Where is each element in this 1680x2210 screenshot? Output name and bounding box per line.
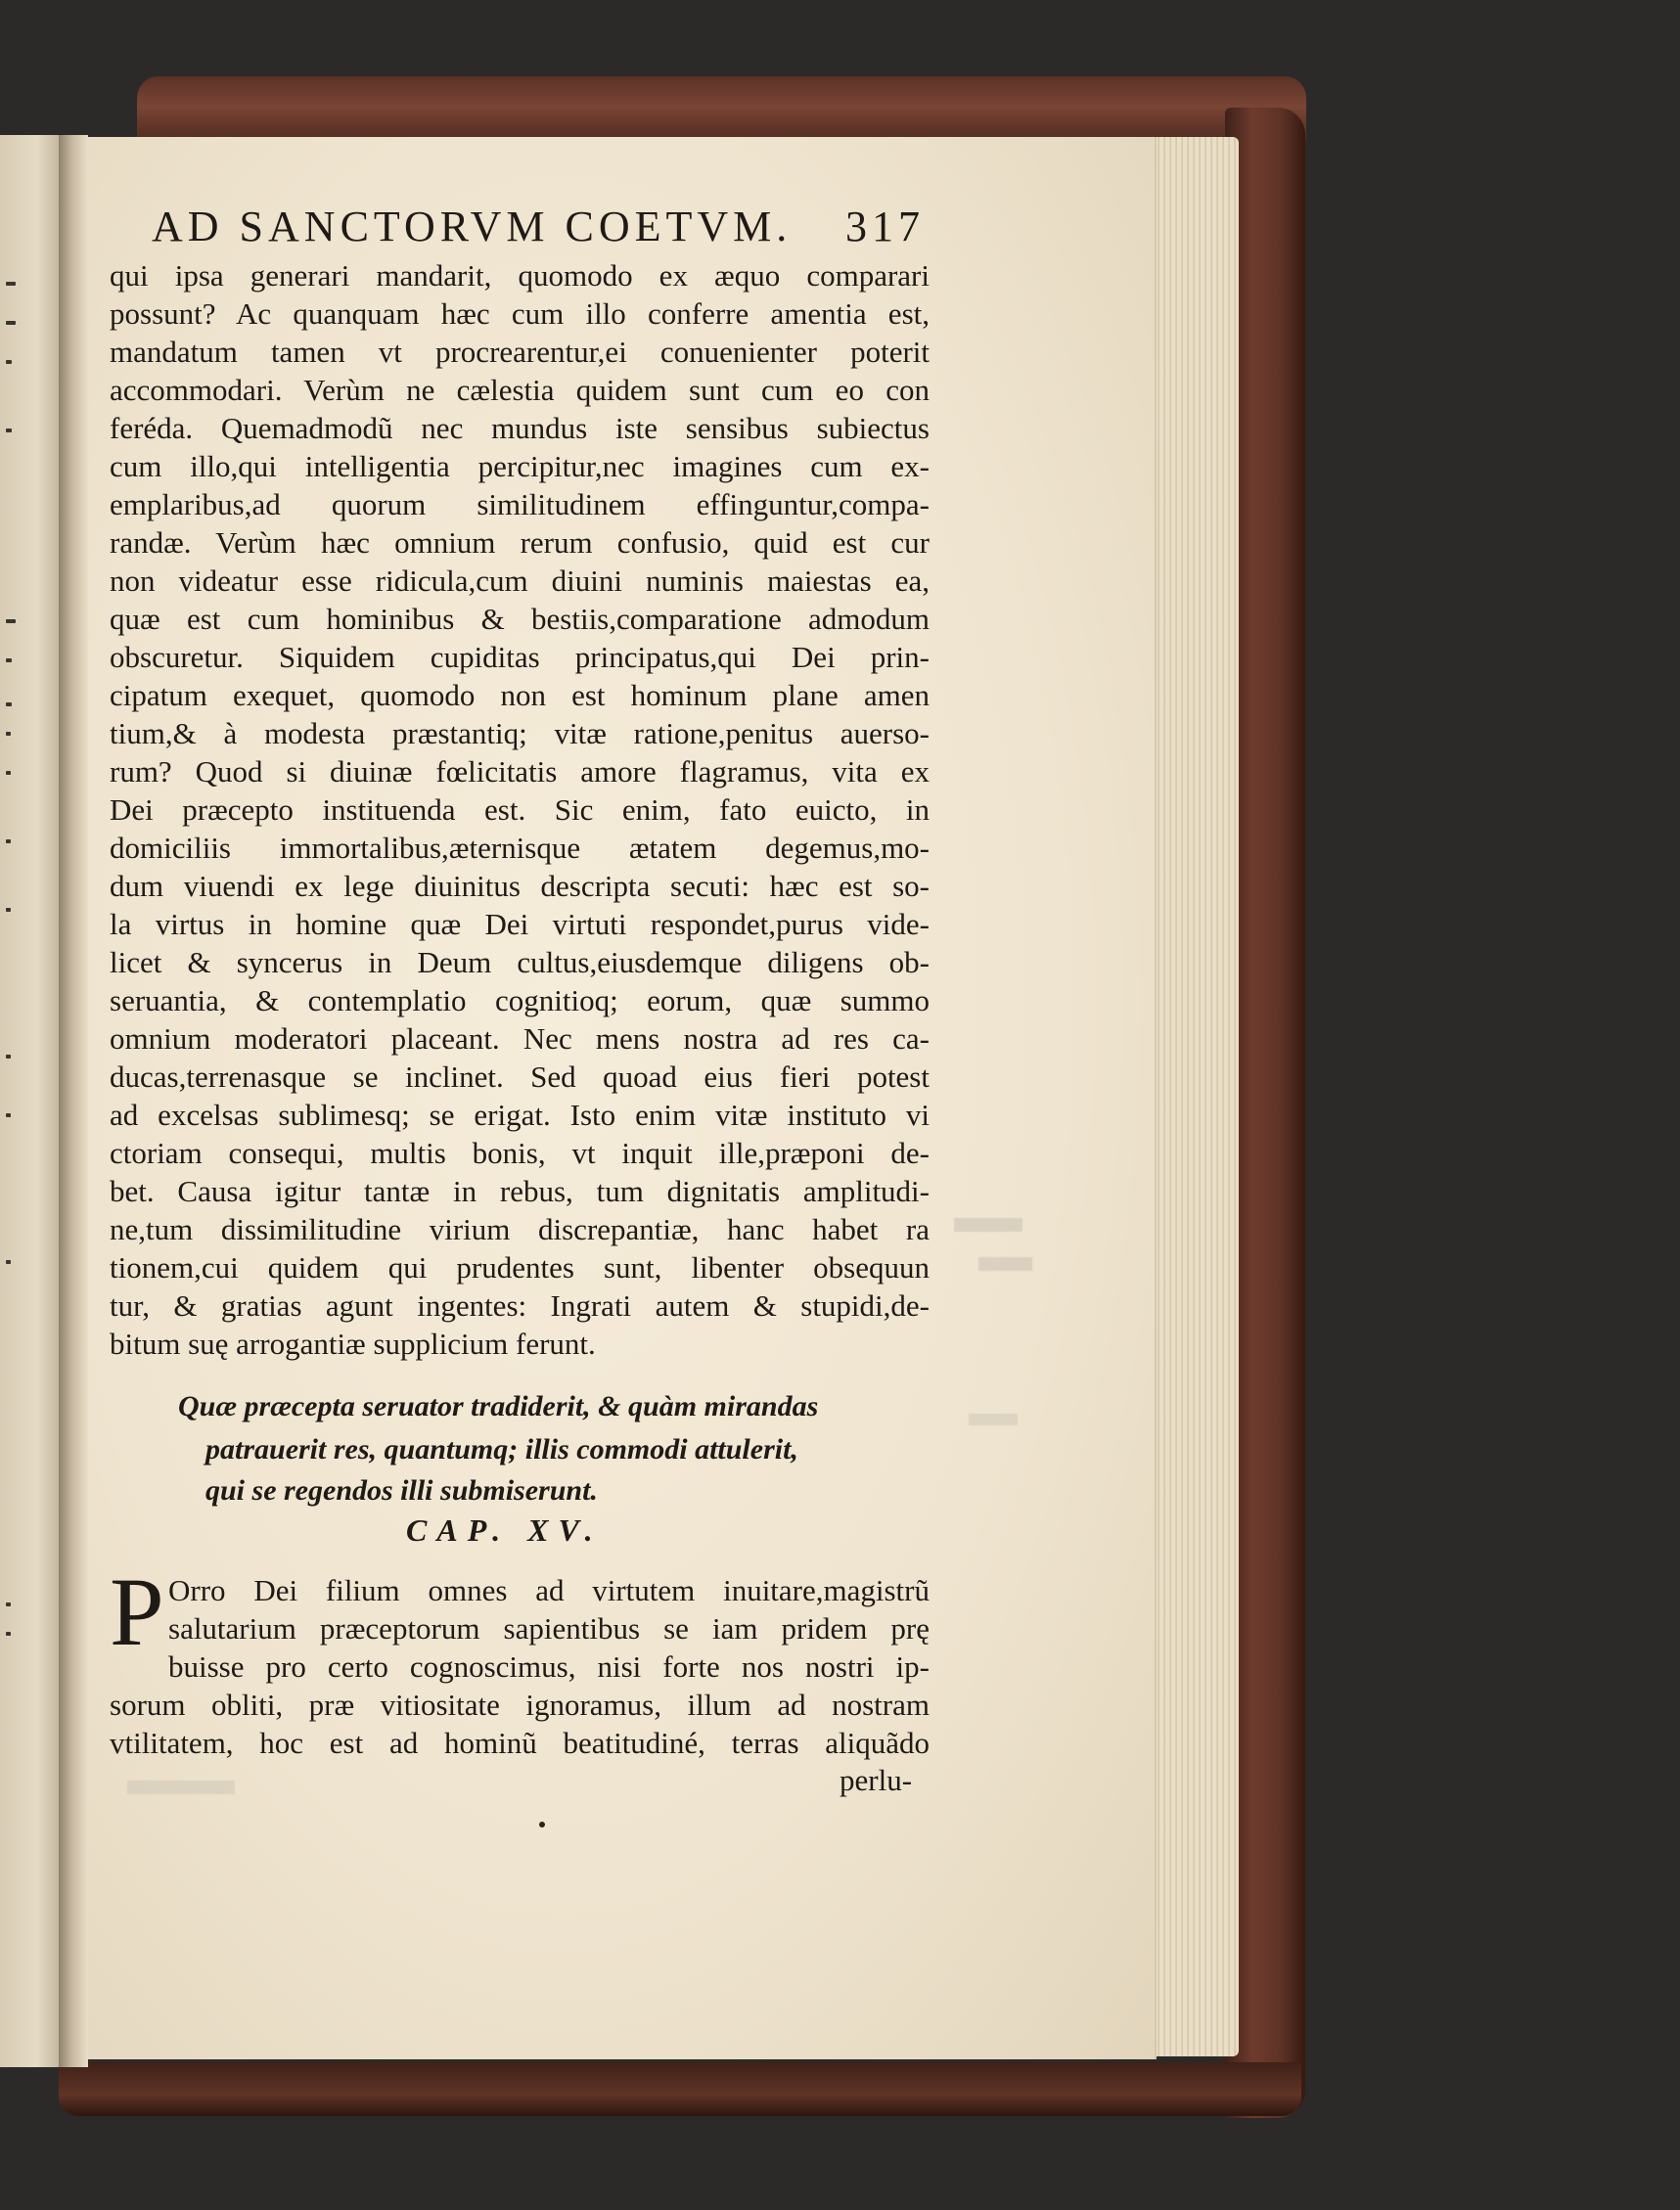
- show-through-mark: [978, 1257, 1032, 1271]
- text-line: Orro Dei filium omnes ad virtutem inuitare,magistrũ: [168, 1573, 930, 1607]
- text-line: ducas,terrenasque se inclinet. Sed quoad eius fieri potest: [110, 1060, 930, 1094]
- text-line: omnium moderatori placeant. Nec mens nostra ad res ca-: [110, 1021, 930, 1056]
- text-line: sorum obliti, præ vitiositate ignoramus, illum ad nostram: [110, 1688, 930, 1722]
- show-through-mark: [969, 1414, 1018, 1425]
- text-line: bet. Causa igitur tantæ in rebus, tum dignitatis amplitudi-: [110, 1174, 930, 1208]
- facing-page-mark: [6, 839, 11, 843]
- text-line: vtilitatem, hoc est ad hominũ beatitudiné, terras aliquãdo: [110, 1726, 930, 1760]
- text-line: obscuretur. Siquidem cupiditas principatus,qui Dei prin-: [110, 640, 930, 674]
- text-line: tionem,cui quidem qui prudentes sunt, libenter obsequun: [110, 1250, 930, 1285]
- facing-page-mark: [6, 1113, 11, 1117]
- text-line: quæ est cum hominibus & bestiis,comparatione admodum: [110, 602, 930, 636]
- facing-page-mark: [6, 428, 12, 432]
- text-line: ctoriam consequi, multis bonis, vt inquit ille,præponi de-: [110, 1136, 930, 1170]
- text-line: dum viuendi ex lege diuinitus descripta secuti: hæc est so-: [110, 869, 930, 903]
- text-line: la virtus in homine quæ Dei virtuti respondet,purus vide-: [110, 907, 930, 941]
- facing-page-mark: [6, 321, 16, 325]
- facing-page-mark: [6, 1632, 11, 1636]
- facing-page-edge: [0, 135, 67, 2067]
- text-line: emplaribus,ad quorum similitudinem effinguntur,compa-: [110, 487, 930, 521]
- facing-page-mark: [6, 1055, 11, 1059]
- page-block-edges: [1143, 137, 1239, 2056]
- drop-initial: P: [110, 1557, 164, 1666]
- book-cover-bottom-edge: [59, 2062, 1301, 2116]
- facing-page-mark: [6, 619, 16, 623]
- facing-page-mark: [6, 658, 12, 662]
- text-line: licet & syncerus in Deum cultus,eiusdemque diligens ob-: [110, 945, 930, 979]
- text-line: non videatur esse ridicula,cum diuini numinis maiestas ea,: [110, 564, 930, 598]
- facing-page-text-fragments: [0, 135, 67, 2067]
- facing-page-mark: [6, 360, 12, 364]
- text-line: seruantia, & contemplatio cognitioq; eorum, quæ summo: [110, 983, 930, 1017]
- summary-line: Quæ præcepta seruator tradiderit, & quàm mirandas: [178, 1390, 819, 1422]
- signature-dot: [539, 1822, 545, 1827]
- text-line: buisse pro certo cognoscimus, nisi forte nos nostri ip-: [168, 1649, 930, 1684]
- text-line: randæ. Verùm hæc omnium rerum confusio, quid est cur: [110, 525, 930, 560]
- facing-page-mark: [6, 282, 16, 286]
- text-line: salutarium præceptorum sapientibus se iam pridem prę: [168, 1611, 930, 1646]
- text-line: bitum suę arrogantiæ supplicium ferunt.: [110, 1327, 596, 1361]
- catchword: perlu-: [840, 1763, 913, 1797]
- text-line: tur, & gratias agunt ingentes: Ingrati autem & stupidi,de-: [110, 1288, 930, 1323]
- text-line: cipatum exequet, quomodo non est hominum plane amen: [110, 678, 930, 712]
- text-line: possunt? Ac quanquam hæc cum illo conferre amentia est,: [110, 296, 930, 331]
- facing-page-mark: [6, 1260, 11, 1264]
- text-line: rum? Quod si diuinæ fœlicitatis amore flagramus, vita ex: [110, 754, 930, 789]
- summary-line: patrauerit res, quantumq; illis commodi attulerit,: [205, 1433, 798, 1466]
- text-line: feréda. Quemadmodũ nec mundus iste sensibus subiectus: [110, 411, 930, 445]
- facing-page-mark: [6, 771, 11, 775]
- text-line: domiciliis immortalibus,æternisque ætatem degemus,mo-: [110, 831, 930, 865]
- show-through-mark: [127, 1781, 235, 1794]
- summary-line: qui se regendos illi submiserunt.: [205, 1474, 598, 1507]
- text-line: tium,& à modesta præstantiq; vitæ ratione,penitus auerso-: [110, 716, 930, 750]
- book-gutter: [59, 135, 88, 2067]
- facing-page-mark: [6, 1602, 11, 1606]
- show-through-mark: [954, 1218, 1022, 1232]
- text-line: Dei præcepto instituenda est. Sic enim, fato euicto, in: [110, 792, 930, 827]
- running-head-title: AD SANCTORVM COETVM.: [152, 203, 793, 250]
- book-cover-top-edge: [137, 76, 1306, 143]
- text-line: ne,tum dissimilitudine virium discrepantiæ, hanc habet ra: [110, 1212, 930, 1246]
- facing-page-mark: [6, 908, 11, 912]
- text-line: ad excelsas sublimesq; se erigat. Isto enim vitæ instituto vi: [110, 1098, 930, 1132]
- running-head: [152, 202, 925, 251]
- text-line: accommodari. Verùm ne cælestia quidem sunt cum eo con: [110, 373, 930, 407]
- text-line: cum illo,qui intelligentia percipitur,nec imagines cum ex-: [110, 449, 930, 483]
- text-line: qui ipsa generari mandarit, quomodo ex æquo comparari: [110, 258, 930, 293]
- page-number: 317: [845, 203, 925, 250]
- chapter-heading: CAP. XV.: [406, 1512, 603, 1548]
- facing-page-mark: [6, 732, 11, 736]
- facing-page-mark: [6, 702, 12, 706]
- text-line: mandatum tamen vt procrearentur,ei conuenienter poterit: [110, 335, 930, 369]
